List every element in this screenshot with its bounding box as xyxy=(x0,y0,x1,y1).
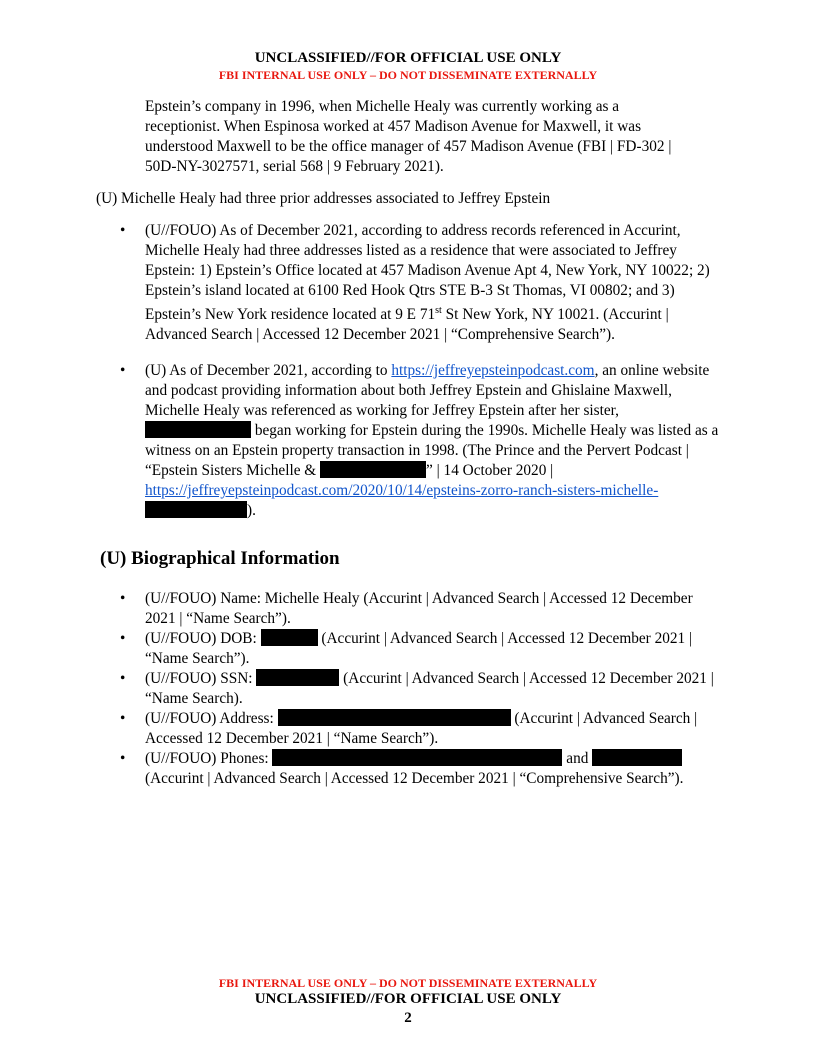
bio-address-text: (Accurint | Advanced Search | Accessed 12 December 2021 | “Name Search”). xyxy=(145,710,698,747)
list-item xyxy=(145,749,725,789)
bio-name: (U//FOUO) Name: Michelle Healy (Accurint | Advanced Search | Accessed 12 December 2021 | “Name Search”). xyxy=(145,590,693,627)
header-caveat: FBI INTERNAL USE ONLY – DO NOT DISSEMINATE EXTERNALLY xyxy=(218,68,598,82)
redaction-box xyxy=(261,629,318,646)
list-item xyxy=(145,709,725,749)
redaction-box xyxy=(272,749,562,766)
podcast-link[interactable]: https://jeffreyepsteinpodcast.com xyxy=(391,362,595,379)
bio-address-label: (U//FOUO) Address: xyxy=(145,710,274,727)
footer-caveat: FBI INTERNAL USE ONLY – DO NOT DISSEMINATE EXTERNALLY xyxy=(218,976,598,990)
redaction-box xyxy=(256,669,339,686)
page-number: 2 xyxy=(404,1010,412,1026)
bio-ssn-text: (Accurint | Advanced Search | Accessed 12 December 2021 | “Name Search). xyxy=(145,670,714,707)
bio-phones-text: (Accurint | Advanced Search | Accessed 12 December 2021 | “Comprehensive Search”). xyxy=(145,770,684,787)
redaction-box xyxy=(145,421,251,438)
bullet1-sup: st xyxy=(435,305,442,316)
section-title-biographical: (U) Biographical Information xyxy=(100,548,340,569)
header-classification: UNCLASSIFIED//FOR OFFICIAL USE ONLY xyxy=(254,50,562,66)
bullet2-mid: , an online website and podcast providing information about both Jeffrey Epstein and Ghislaine Maxwell, Michelle Healy was referenced as working for Jeffrey Epstein after her sister, xyxy=(145,362,710,419)
list-item xyxy=(145,629,725,669)
redaction-box xyxy=(145,501,247,518)
podcast-bullet-list xyxy=(145,361,725,521)
bullet1-pre: (U//FOUO) As of December 2021, according to address records referenced in Accurint, Michelle Healy had three addresses listed as a residence that were associated to Jeffrey Epstein: 1) Epstein’s Office located at 457 Madison Avenue Apt 4, New York, NY 10022; 2) Epstein’s island located at 6100 Red Hook Qtrs STE B-3 St Thomas, VI 00802; and 3) Epstein’s New York residence located at 9 E 71 xyxy=(145,222,710,324)
footer-classification: UNCLASSIFIED//FOR OFFICIAL USE ONLY xyxy=(254,991,562,1007)
bullet2-after-redaction1: began working for Epstein during the 1990s. Michelle Healy was listed as a witness on an Epstein property transaction in 1998. (The Prince and the Pervert Podcast | “Epstein Sisters Michelle & xyxy=(145,422,719,479)
intro-paragraph: Epstein’s company in 1996, when Michelle Healy was currently working as a receptionist. When Espinosa worked at 457 Madison Avenue for Maxwell, it was understood Maxwell to be the office manager of 457 Madison Avenue (FBI | FD-302 | 50D-NY-3027571, serial 568 | 9 February 2021). xyxy=(145,98,672,175)
bio-ssn-label: (U//FOUO) SSN: xyxy=(145,670,253,687)
section-heading-addresses: (U) Michelle Healy had three prior addresses associated to Jeffrey Epstein xyxy=(96,190,551,207)
bio-dob-label: (U//FOUO) DOB: xyxy=(145,630,257,647)
bullet2-after-redaction2: ” | 14 October 2020 | xyxy=(426,462,554,479)
list-item xyxy=(145,361,725,521)
podcast-article-link[interactable]: https://jeffreyepsteinpodcast.com/2020/10/14/epsteins-zorro-ranch-sisters-michelle- xyxy=(145,482,659,499)
address-bullet-list xyxy=(145,221,725,345)
bio-phones-conj: and xyxy=(562,750,593,767)
redaction-box xyxy=(278,709,511,726)
bullet2-pre: (U) As of December 2021, according to xyxy=(145,362,392,379)
list-item xyxy=(145,669,725,709)
list-item xyxy=(145,589,725,629)
biographical-list xyxy=(145,589,725,789)
bullet1-post: St New York, NY 10021. (Accurint | Advanced Search | Accessed 12 December 2021 | “Comprehensive Search”). xyxy=(145,306,669,344)
redaction-box xyxy=(592,749,682,766)
bio-phones-label: (U//FOUO) Phones: xyxy=(145,750,269,767)
redaction-box xyxy=(320,461,426,478)
bio-dob-text: (Accurint | Advanced Search | Accessed 12 December 2021 | “Name Search”). xyxy=(145,630,693,667)
bullet2-tail: ). xyxy=(247,502,256,519)
list-item xyxy=(145,221,725,345)
